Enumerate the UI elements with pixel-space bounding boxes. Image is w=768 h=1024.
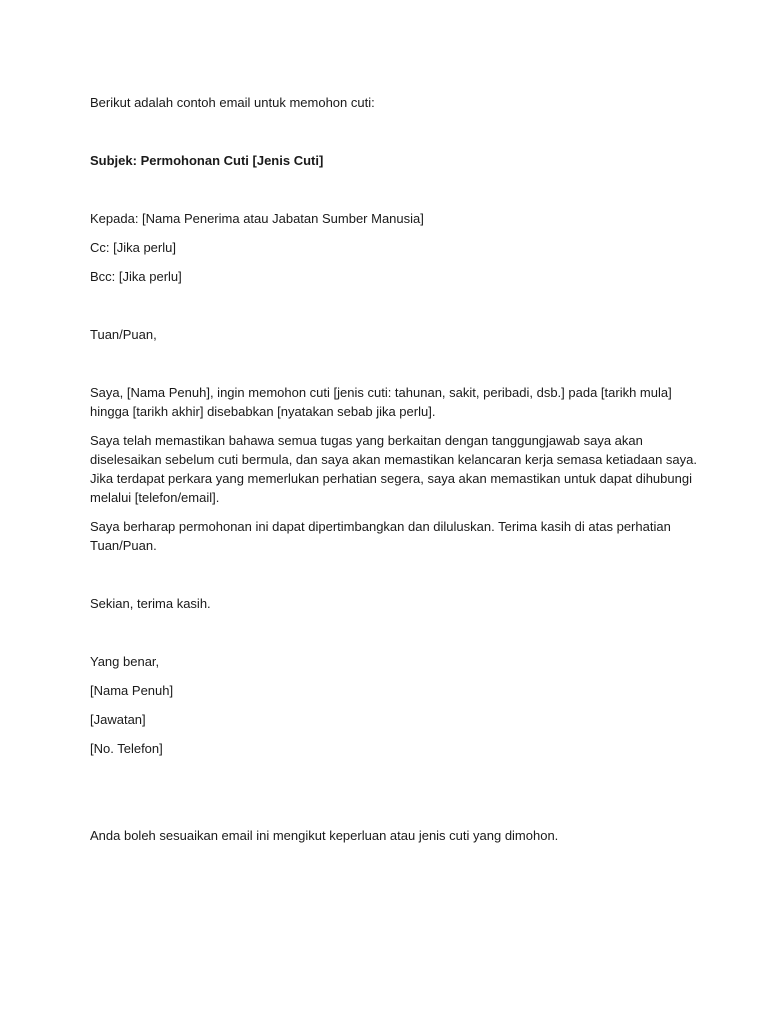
email-cc-line: Cc: [Jika perlu]: [90, 240, 176, 255]
salutation: Tuan/Puan,: [90, 327, 157, 342]
paragraph-line: hingga [tarikh akhir] disebabkan [nyatakan sebab jika perlu].: [90, 404, 436, 419]
closing-text: Sekian, terima kasih.: [90, 596, 211, 611]
email-to-line: Kepada: [Nama Penerima atau Jabatan Sumber Manusia]: [90, 211, 424, 226]
email-subject: Subjek: Permohonan Cuti [Jenis Cuti]: [90, 153, 324, 168]
signoff-name: [Nama Penuh]: [90, 683, 174, 698]
paragraph-line: Saya, [Nama Penuh], ingin memohon cuti [jenis cuti: tahunan, sakit, peribadi, dsb.] pada [tarikh mula]: [90, 385, 672, 400]
paragraph-line: Jika terdapat perkara yang memerlukan perhatian segera, saya akan memastikan untuk dapat dihubungi: [90, 471, 692, 486]
paragraph-line: diselesaikan sebelum cuti bermula, dan saya akan memastikan kelancaran kerja semasa ketiadaan saya.: [90, 452, 697, 467]
signoff-position: [Jawatan]: [90, 712, 146, 727]
paragraph-line: Saya telah memastikan bahawa semua tugas yang berkaitan dengan tanggungjawab saya akan: [90, 433, 643, 448]
footer-note: Anda boleh sesuaikan email ini mengikut keperluan atau jenis cuti yang dimohon.: [90, 828, 559, 843]
signoff-regards: Yang benar,: [90, 654, 160, 669]
paragraph-line: Saya berharap permohonan ini dapat dipertimbangkan dan diluluskan. Terima kasih di atas perhatian: [90, 519, 671, 534]
signoff-phone: [No. Telefon]: [90, 741, 163, 756]
paragraph-line: Tuan/Puan.: [90, 538, 157, 553]
paragraph-line: melalui [telefon/email].: [90, 490, 220, 505]
intro-text: Berikut adalah contoh email untuk memohon cuti:: [90, 95, 375, 110]
email-bcc-line: Bcc: [Jika perlu]: [90, 269, 182, 284]
